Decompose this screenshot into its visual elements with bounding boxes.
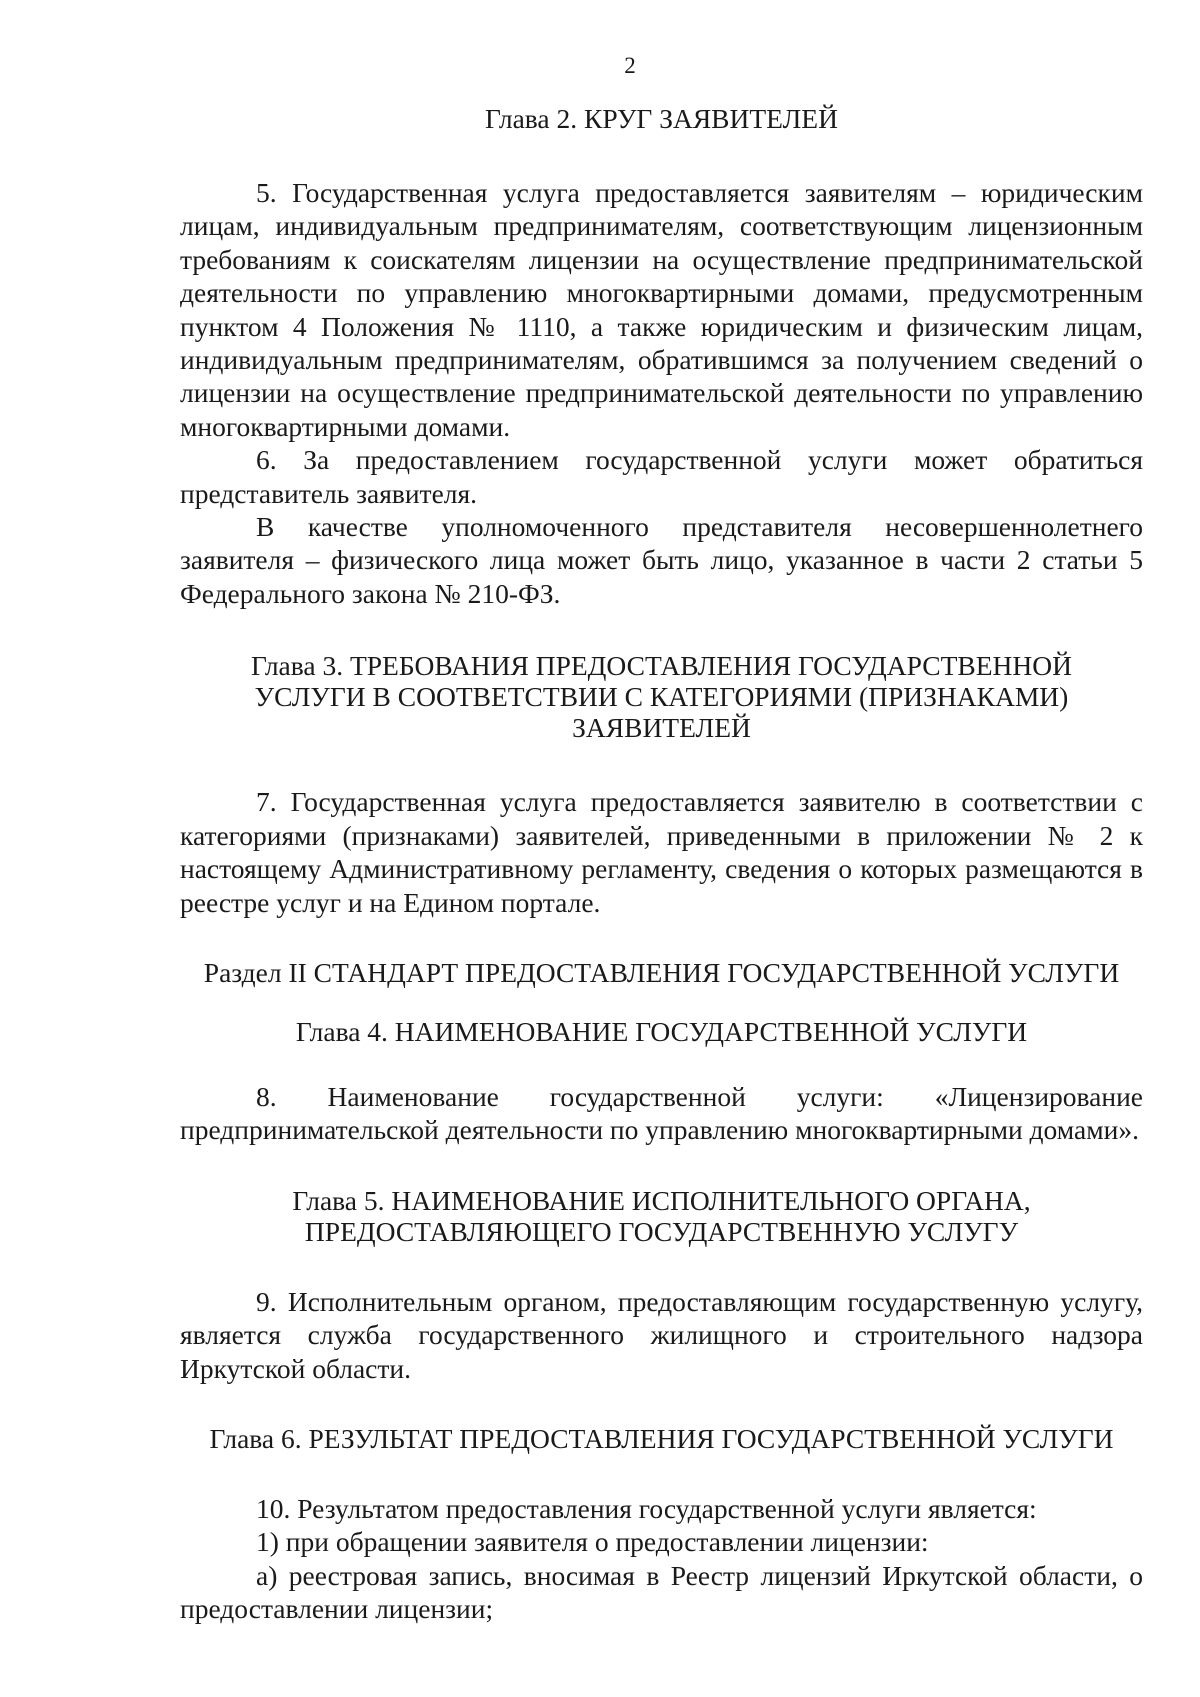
document-body [180, 103, 1143, 1626]
paragraph-9: 9. Исполнительным органом, предоставляющим государственную услугу, является служба государственного жилищного и строительного надзора Иркутской области. [180, 1285, 1143, 1384]
chapter-3-heading [180, 650, 1143, 743]
paragraph-5: 5. Государственная услуга предоставляется заявителям – юридическим лицам, индивидуальным предпринимателям, соответствующим лицензионным требованиям к соискателям лицензии на осуществление предпринимательской деятельности по управлению многоквартирными домами, предусмотренным пунктом 4 Положения № 1110, а также юридическим и физическим лицам, индивидуальным предпринимателям, обратившимся за получением сведений о лицензии на осуществление предпринимательской деятельности по управлению многоквартирными домами. [180, 177, 1143, 442]
chapter-6-heading: Глава 6. РЕЗУЛЬТАТ ПРЕДОСТАВЛЕНИЯ ГОСУДАРСТВЕННОЙ УСЛУГИ [209, 1422, 1114, 1454]
paragraph-6: 6. За предоставлением государственной услуги может обратиться представитель заявителя. [180, 444, 1143, 509]
chapter-5-heading [180, 1185, 1143, 1247]
chapter-5-heading-line-1: Глава 5. НАИМЕНОВАНИЕ ИСПОЛНИТЕЛЬНОГО ОРГАНА, [292, 1184, 1031, 1216]
paragraph-6-representative: В качестве уполномоченного представителя несовершеннолетнего заявителя – физического лица может быть лицо, указанное в части 2 статьи 5 Федерального закона № 210-ФЗ. [180, 511, 1143, 609]
chapter-2-heading: Глава 2. КРУГ ЗАЯВИТЕЛЕЙ [485, 103, 838, 134]
chapter-4-heading: Глава 4. НАИМЕНОВАНИЕ ГОСУДАРСТВЕННОЙ УСЛУГИ [295, 1015, 1028, 1047]
paragraph-8: 8. Наименование государственной услуги: «Лицензирование предпринимательской деятельности по управлению многоквартирными домами». [180, 1080, 1143, 1146]
chapter-3-heading-line-1: Глава 3. ТРЕБОВАНИЯ ПРЕДОСТАВЛЕНИЯ ГОСУДАРСТВЕННОЙ [251, 650, 1072, 682]
paragraph-7: 7. Государственная услуга предоставляется заявителю в соответствии с категориями (признаками) заявителей, приведенными в приложении № 2 к настоящему Административному регламенту, сведения о которых размещаются в реестре услуг и на Едином портале. [180, 786, 1143, 918]
paragraph-10: 10. Результатом предоставления государственной услуги является: [256, 1492, 1037, 1524]
section-2-heading: Раздел II СТАНДАРТ ПРЕДОСТАВЛЕНИЯ ГОСУДАРСТВЕННОЙ УСЛУГИ [203, 956, 1120, 988]
chapter-3-heading-line-2: УСЛУГИ В СООТВЕТСТВИИ С КАТЕГОРИЯМИ (ПРИЗНАКАМИ) [254, 681, 1069, 713]
chapter-5-heading-line-2: ПРЕДОСТАВЛЯЮЩЕГО ГОСУДАРСТВЕННУЮ УСЛУГУ [304, 1215, 1019, 1247]
paragraph-10-item-1a: а) реестровая запись, вносимая в Реестр лицензий Иркутской области, о предоставлении лицензии; [180, 1559, 1143, 1625]
page-number: 2 [624, 53, 636, 78]
chapter-3-heading-line-3: ЗАЯВИТЕЛЕЙ [572, 712, 751, 744]
paragraph-10-item-1: 1) при обращении заявителя о предоставлении лицензии: [256, 1526, 929, 1558]
